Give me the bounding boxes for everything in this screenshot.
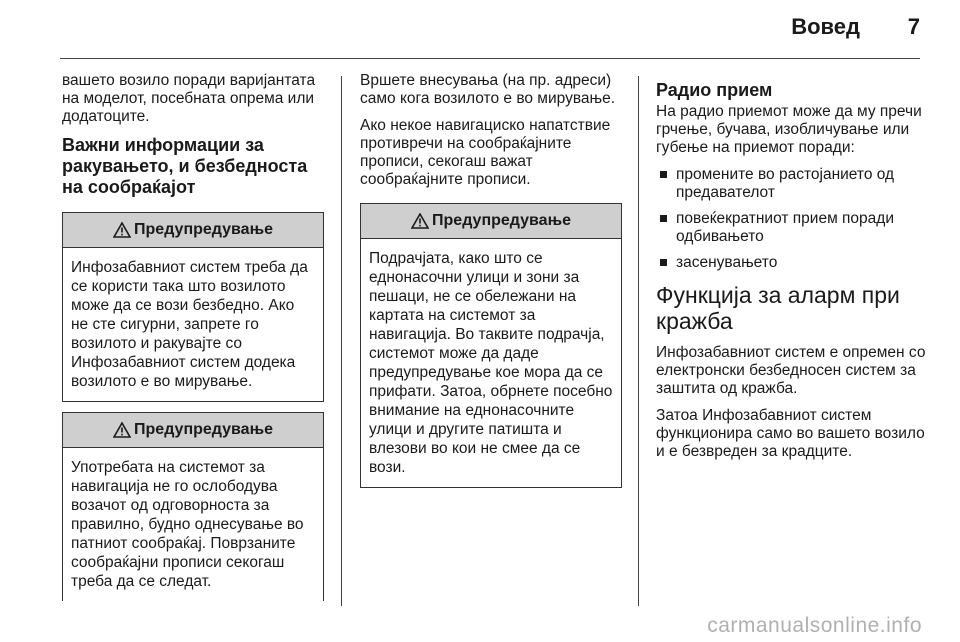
column-divider-left bbox=[341, 76, 342, 606]
column-1 bbox=[62, 72, 324, 611]
bullet-square-icon bbox=[660, 215, 667, 222]
anti-theft-paragraph-2: Затоа Инфозабавниот систем функционира само во вашето возило и е безвреден за крадците. bbox=[656, 407, 925, 460]
list-item: засенувањето bbox=[656, 254, 928, 272]
radio-reception-heading: Радио прием bbox=[656, 80, 773, 100]
bullet-square-icon bbox=[660, 171, 667, 178]
column-divider-right bbox=[638, 76, 639, 606]
radio-reception-intro: На радио приемот може да му пречи грчење, бучава, изобличување или губење на приемот поради: bbox=[656, 103, 922, 156]
warning-text: Инфозабавниот систем треба да се користи така што возилото може да се вози безбедно. Ако не сте сигурни, запрете го возилото и ракувајте со Инфозабавниот систем додека возилото е во мирување. bbox=[71, 259, 308, 390]
warning-header bbox=[63, 413, 323, 448]
safety-heading: Важни информации за ракувањето, и безбедноста на сообраќајот bbox=[62, 135, 308, 197]
column-3 bbox=[656, 72, 928, 470]
header-title: Вовед bbox=[791, 14, 860, 39]
column-2 bbox=[360, 72, 622, 498]
warning-header bbox=[361, 204, 621, 239]
col2-paragraph-1: Вршете внесувања (на пр. адреси) само кога возилото е во мирување. bbox=[360, 72, 616, 107]
col2-paragraph-2: Ако некое навигациско напатствие противречи на сообраќајните прописи, секогаш важат сообраќајните прописи. bbox=[360, 117, 611, 188]
warning-title: Предупредување bbox=[134, 421, 273, 438]
warning-box-1 bbox=[62, 212, 324, 402]
warning-box-2 bbox=[62, 412, 324, 601]
warning-triangle-icon bbox=[411, 213, 429, 229]
warning-text: Подрачјата, како што се еднонасочни улици и зони за пешаци, не се обележани на картата на системот за навигација. Во таквите подрачја, системот може да даде предупредување кое мора да се прифати. Затоа, обрнете посебно внимание на еднонасочните улици и другите патишта и влезови во кои не смее да се вози. bbox=[369, 250, 613, 476]
col1-intro: вашето возило поради варијантата на моделот, посебната опрема или додатоците. bbox=[62, 72, 316, 125]
header-rule bbox=[60, 58, 920, 59]
list-item: повеќекратниот прием поради одбивањето bbox=[656, 210, 928, 246]
anti-theft-heading: Функција за аларм при кражба bbox=[656, 282, 900, 334]
list-item: промените во растојанието од предавателот bbox=[656, 166, 928, 202]
warning-title: Предупредување bbox=[432, 212, 571, 229]
anti-theft-paragraph-1: Инфозабавниот систем е опремен со електронски безбедносен систем за заштита од кражба. bbox=[656, 344, 926, 397]
watermark: carmanualsonline.info bbox=[707, 614, 922, 637]
warning-header bbox=[63, 213, 323, 248]
page-number: 7 bbox=[907, 14, 920, 39]
warning-triangle-icon bbox=[113, 422, 131, 438]
warning-box-3 bbox=[360, 203, 622, 488]
warning-title: Предупредување bbox=[134, 221, 273, 238]
warning-triangle-icon bbox=[113, 222, 131, 238]
bullet-square-icon bbox=[660, 259, 667, 266]
interference-list bbox=[656, 166, 928, 272]
warning-text: Употребата на системот за навигација не го ослободува возачот од одговорноста за правилно, будно однесување во патниот сообраќај. Поврзаните сообраќајни прописи секогаш треба да се следат. bbox=[71, 459, 304, 590]
